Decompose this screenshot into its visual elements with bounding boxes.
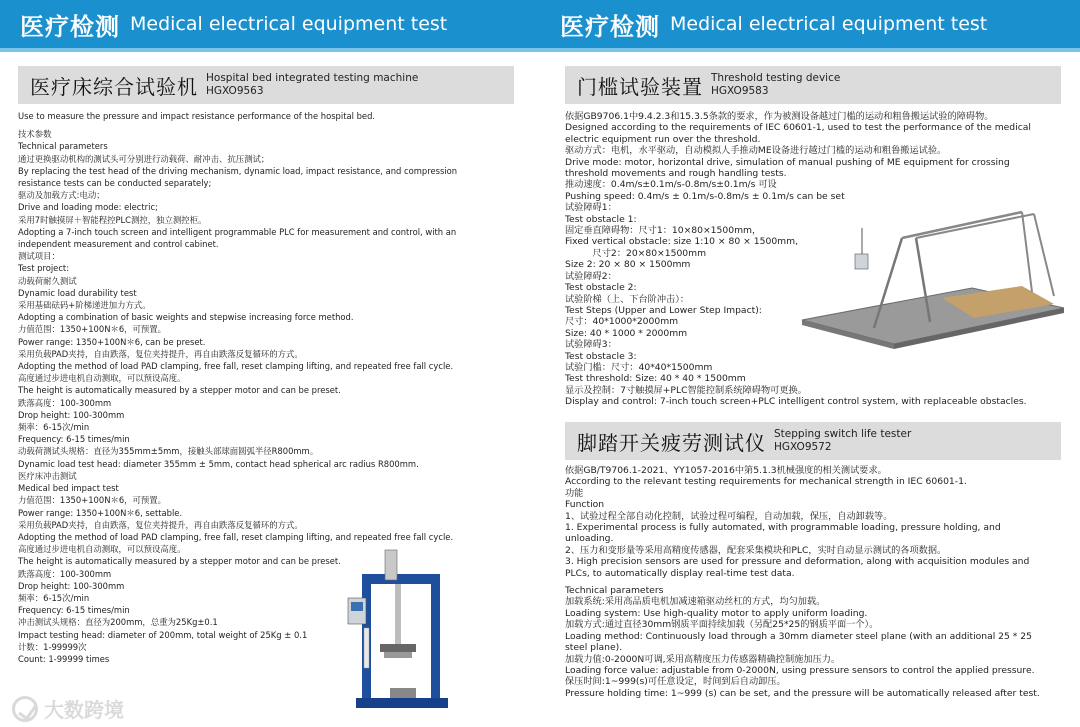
text-line: Power range: 1350+100N＊6, can be preset. — [18, 336, 206, 347]
watermark-logo-icon — [12, 696, 38, 722]
text-line: Technical parameters — [18, 141, 108, 152]
section1-title-cn: 门槛试验装置 — [577, 74, 703, 99]
text-line: Drop height: 100-300mm — [18, 409, 125, 420]
section1-title-en: Threshold testing device — [711, 72, 841, 84]
right-section1-header — [565, 66, 1061, 104]
text-line: 频率：6-15次/min — [18, 422, 90, 433]
text-line: Size: 40 * 1000 * 2000mm — [565, 327, 688, 339]
text-line: Drive and loading mode: electric; — [18, 202, 158, 213]
text-line: Use to measure the pressure and impact resistance performance of the hospital bed. — [18, 111, 376, 121]
text-line: The height is automatically measured by a stepper motor and can be preset. — [18, 385, 341, 396]
text-line: 加载力值:0-2000N可调,采用高精度压力传感器精确控制施加压力。 — [565, 653, 841, 665]
text-line: Designed according to the requirements of IEC 60601-1, used to test the performance of the medical — [565, 122, 1031, 134]
text-line: Adopting the method of load PAD clamping, free fall, reset clamping lifting, and repeated free fall cycle. — [18, 531, 454, 542]
right-banner — [540, 0, 1080, 48]
text-line: Loading system: Use high-quality motor to apply uniform loading. — [565, 607, 868, 619]
section-title-en-block — [206, 72, 418, 98]
left-section-header — [18, 66, 514, 104]
text-line: unloading. — [565, 533, 614, 545]
section-title-en: Hospital bed integrated testing machine — [206, 72, 419, 84]
text-line: Adopting a combination of basic weights and stepwise increasing force method. — [18, 312, 354, 323]
text-line: 采用负载PAD夹持，自由跌落，复位夹持提升，再自由跌落反复循环的方式。 — [18, 348, 303, 359]
text-line: 驱动方式：电机，水平驱动，自动模拟人手推动ME设备进行越过门槛的运动和粗鲁搬运试验。 — [565, 145, 947, 157]
text-line: 频率：6-15次/min — [18, 592, 90, 603]
text-line: 计数：1-99999次 — [18, 641, 87, 652]
text-line: 保压时间:1~999(s)可任意设定，时间到后自动卸压。 — [565, 676, 786, 688]
text-line: 驱动及加载方式:电动； — [18, 190, 105, 201]
text-line: Test obstacle 1: — [565, 213, 637, 225]
text-line: Adopting a 7-inch touch screen and intelligent programmable PLC for measurement and control, with an — [18, 226, 457, 237]
text-line: 动载荷测试头规格：直径为355mm±5mm，接触头部球面圆弧半径R800mm。 — [18, 446, 319, 457]
watermark-text: 大数跨境 — [44, 698, 124, 722]
right-banner-cn: 医疗检测 — [560, 12, 660, 41]
text-line: 尺寸：40*1000*2000mm — [565, 316, 679, 328]
text-line: 试验障碍3： — [565, 339, 617, 351]
text-line: threshold movements and rough handling tests. — [565, 168, 787, 180]
section2-title-en-block — [774, 428, 911, 454]
left-banner-en: Medical electrical equipment test — [130, 13, 448, 35]
text-line: 采用7时触摸屏＋智能程控PLC测控，独立测控柜。 — [18, 214, 207, 225]
text-line: 医疗床冲击测试 — [18, 470, 77, 481]
text-line: 试验门槛：尺寸：40*40*1500mm — [565, 361, 713, 373]
left-banner-shade — [0, 48, 540, 52]
text-line: Drive mode: motor, horizontal drive, simulation of manual pushing of ME equipment for crossing — [565, 156, 1010, 168]
text-line: 3. High precision sensors are used for pressure and deformation, along with acquisition modules and — [565, 556, 1030, 568]
text-line: 加载系统:采用高品质电机加减速箱驱动丝杠的方式，均匀加载。 — [565, 596, 826, 608]
right-banner-shade — [540, 48, 1080, 52]
left-banner-cn: 医疗检测 — [20, 12, 120, 41]
text-line: Test Steps (Upper and Lower Step Impact): — [565, 304, 762, 316]
left-banner — [0, 0, 540, 48]
text-line: 测试项目： — [18, 251, 60, 262]
hospital-bed-testing-machine-image — [340, 548, 460, 718]
text-line: Pushing speed: 0.4m/s ± 0.1m/s-0.8m/s ± 0.1m/s can be set — [565, 190, 845, 202]
text-line: Loading method: Continuously load through a 30mm diameter steel plane (with an additional 25 * 25 — [565, 630, 1032, 642]
text-line: 跌落高度：100-300mm — [18, 568, 112, 579]
text-line: Fixed vertical obstacle: size 1:10 × 80 × 1500mm, — [565, 236, 798, 248]
text-line: Dynamic load durability test — [18, 287, 137, 298]
section1-model: HGXO9583 — [711, 85, 769, 97]
threshold-testing-device-image — [792, 200, 1072, 350]
text-line: 功能 — [565, 487, 584, 499]
text-line: 高度通过步进电机自动测取，可以预设高度。 — [18, 373, 186, 384]
text-line: By replacing the test head of the driving mechanism, dynamic load, impact resistance, and compression — [18, 165, 458, 176]
text-line: 力值范围：1350+100N＊6，可预置。 — [18, 324, 167, 335]
text-line: Size 2: 20 × 80 × 1500mm — [565, 259, 691, 271]
text-line: 试验障碍2： — [565, 270, 617, 282]
text-line: 显示及控制：7寸触摸屏+PLC智能控制系统障碍物可更换。 — [565, 384, 807, 396]
text-line: steel plane). — [565, 642, 623, 654]
right-section2-text — [565, 465, 1070, 699]
section1-title-en-block — [711, 72, 840, 98]
text-line: Dynamic load test head: diameter 355mm ± 5mm, contact head spherical arc radius R800mm. — [18, 458, 419, 469]
text-line: 固定垂直障碍物：尺寸1：10×80×1500mm， — [565, 225, 762, 237]
text-line: Test obstacle 2: — [565, 282, 637, 294]
text-line: 跌落高度：100-300mm — [18, 397, 112, 408]
text-line: Count: 1-99999 times — [18, 653, 110, 664]
text-line: Drop height: 100-300mm — [18, 580, 125, 591]
text-line: Test project: — [18, 263, 70, 274]
text-line: 试验障碍1： — [565, 202, 617, 214]
text-line: According to the relevant testing requirements for mechanical strength in IEC 60601-1. — [565, 476, 967, 488]
text-line: Power range: 1350+100N＊6, settable. — [18, 507, 183, 518]
text-line: Frequency: 6-15 times/min — [18, 605, 130, 616]
text-line: Display and control: 7-inch touch screen+PLC intelligent control system, with replaceable obstacles. — [565, 396, 1027, 408]
section2-title-en: Stepping switch life tester — [774, 428, 912, 440]
section2-model: HGXO9572 — [774, 441, 832, 453]
right-section2-header — [565, 422, 1061, 460]
text-line: Medical bed impact test — [18, 483, 119, 494]
text-line: Pressure holding time: 1~999 (s) can be set, and the pressure will be automatically released after test. — [565, 687, 1040, 699]
text-line: Test threshold: Size: 40 * 40 * 1500mm — [565, 373, 746, 385]
text-line: 动载荷耐久测试 — [18, 275, 77, 286]
text-line: 采用基础砝码+阶梯递进加力方式。 — [18, 300, 151, 311]
text-line: Technical parameters — [565, 585, 664, 597]
section-model: HGXO9563 — [206, 85, 264, 97]
text-line: 力值范围：1350+100N＊6，可预置。 — [18, 495, 167, 506]
watermark — [12, 694, 124, 723]
section-title-cn: 医疗床综合试验机 — [30, 74, 198, 99]
section2-title-cn: 脚踏开关疲劳测试仪 — [577, 430, 766, 455]
text-line: Function — [565, 499, 605, 511]
text-line: 采用负载PAD夹持，自由跌落，复位夹持提升，再自由跌落反复循环的方式。 — [18, 519, 303, 530]
text-line: The height is automatically measured by a stepper motor and can be preset. — [18, 556, 341, 567]
text-line: 2、压力和变形量等采用高精度传感器，配套采集模块和PLC，实时自动显示测试的各项数据。 — [565, 544, 947, 556]
text-line: 通过更换驱动机构的测试头可分别进行动载荷、耐冲击、抗压测试； — [18, 153, 270, 164]
right-banner-en: Medical electrical equipment test — [670, 13, 988, 35]
text-line: 试验阶梯（上、下台阶冲击）： — [565, 293, 690, 305]
text-line: 高度通过步进电机自动测取，可以预设高度。 — [18, 544, 186, 555]
text-line: 1、试验过程全部自动化控制，试验过程可编程，自动加载，保压，自动卸载等。 — [565, 510, 893, 522]
text-line: Impact testing head: diameter of 200mm, total weight of 25Kg ± 0.1 — [18, 629, 308, 640]
text-line: 冲击测试头规格：直径为200mm，总重为25Kg±0.1 — [18, 617, 218, 628]
text-line: 1. Experimental process is fully automated, with programmable loading, pressure holding, and — [565, 522, 1001, 534]
text-line: 尺寸2：20×80×1500mm — [565, 247, 707, 259]
right-page — [540, 0, 1080, 727]
text-line: 推动速度：0.4m/s±0.1m/s-0.8m/s±0.1m/s 可设 — [565, 179, 777, 191]
text-line: 依据GB/T9706.1-2021、YY1057-2016中第5.1.3机械强度的相关测试要求。 — [565, 465, 887, 476]
text-line: 加载方式:通过直径30mm钢质平面持续加载（另配25*25的钢质平面一个）。 — [565, 619, 879, 631]
text-line: Frequency: 6-15 times/min — [18, 434, 130, 445]
text-line: Loading force value: adjustable from 0-2000N, using pressure sensors to control the applied pressure. — [565, 664, 1035, 676]
text-line: Test obstacle 3: — [565, 350, 637, 362]
text-line: resistance tests can be conducted separately; — [18, 178, 212, 189]
text-line: 依据GB9706.1中9.4.2.3和15.3.5条款的要求，作为被测设备越过门槛的运动和粗鲁搬运试验的障碍物。 — [565, 111, 994, 122]
text-line: Adopting the method of load PAD clamping, free fall, reset clamping lifting, and repeated free fall cycle. — [18, 361, 454, 372]
text-line: PLCs, to automatically display real-time test data. — [565, 567, 795, 579]
text-line: 技术参数 — [18, 129, 52, 140]
text-line: electric equipment run over the threshold. — [565, 133, 761, 145]
text-line: independent measurement and control cabinet. — [18, 239, 219, 250]
